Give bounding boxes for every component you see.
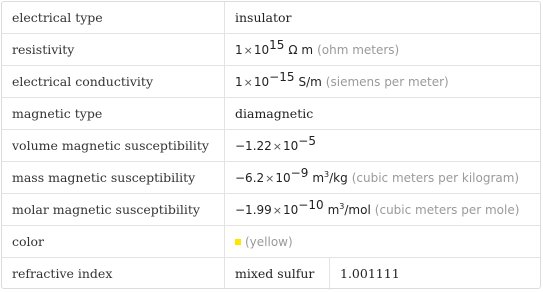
- row-value-number: 1.001111: [340, 266, 400, 281]
- row-value: [235, 162, 519, 193]
- times-sign: ×: [243, 44, 253, 57]
- table-row-electrical-type: [2, 2, 540, 34]
- times-sign: ×: [272, 140, 282, 153]
- unit-note: (siemens per meter): [325, 75, 449, 89]
- unit-exponent: 3: [339, 202, 345, 211]
- row-label: color: [12, 234, 45, 249]
- table-row-color: [2, 226, 540, 258]
- color-name: (yellow): [245, 235, 293, 249]
- mantissa: −1.99: [235, 203, 272, 217]
- unit: Ω m: [288, 43, 314, 57]
- exponent: −15: [269, 70, 295, 84]
- base: 10: [253, 43, 270, 57]
- row-label: resistivity: [12, 42, 75, 57]
- table-row-refractive-index: [2, 258, 540, 290]
- color-swatch: [235, 239, 241, 245]
- table-row-mass-magnetic-susceptibility: [2, 162, 540, 194]
- exponent: 15: [269, 38, 285, 52]
- times-sign: ×: [265, 172, 275, 185]
- row-label: magnetic type: [12, 106, 103, 121]
- row-label: refractive index: [12, 266, 113, 281]
- properties-table: [1, 1, 541, 289]
- exponent: −9: [290, 166, 309, 180]
- unit: S/m: [298, 75, 322, 89]
- row-value: [235, 66, 449, 97]
- base: 10: [275, 171, 291, 185]
- unit-suffix: /kg: [329, 171, 348, 185]
- table-row-molar-magnetic-susceptibility: [2, 194, 540, 226]
- times-sign: ×: [243, 76, 253, 89]
- row-value: [235, 194, 519, 225]
- mantissa: −1.22: [235, 139, 272, 153]
- exponent: −10: [298, 198, 324, 212]
- row-label: electrical conductivity: [12, 74, 154, 89]
- row-value: [235, 226, 293, 257]
- sub-column-divider: [329, 258, 330, 290]
- row-label: molar magnetic susceptibility: [12, 202, 200, 217]
- unit-note: (cubic meters per kilogram): [351, 171, 520, 185]
- mantissa: 1: [235, 75, 243, 89]
- unit-base: m: [312, 171, 325, 185]
- base: 10: [283, 203, 299, 217]
- row-value: insulator: [235, 10, 292, 25]
- unit-base: m: [327, 203, 340, 217]
- unit-note: (cubic meters per mole): [374, 203, 520, 217]
- base: 10: [283, 139, 299, 153]
- mantissa: 1: [235, 43, 243, 57]
- table-row-resistivity: [2, 34, 540, 66]
- row-value-condition: mixed sulfur: [235, 266, 315, 281]
- unit-exponent: 3: [324, 170, 330, 179]
- row-label: mass magnetic susceptibility: [12, 170, 196, 185]
- base: 10: [253, 75, 270, 89]
- row-label: electrical type: [12, 10, 103, 25]
- unit: [312, 171, 347, 185]
- mantissa: −6.2: [235, 171, 265, 185]
- times-sign: ×: [272, 204, 282, 217]
- row-label: volume magnetic susceptibility: [12, 138, 209, 153]
- table-row-electrical-conductivity: [2, 66, 540, 98]
- table-row-magnetic-type: [2, 98, 540, 130]
- row-value: [235, 130, 316, 161]
- row-value: [235, 34, 399, 65]
- unit-note: (ohm meters): [317, 43, 400, 57]
- unit: [328, 203, 371, 217]
- row-value: diamagnetic: [235, 106, 314, 121]
- table-row-volume-magnetic-susceptibility: [2, 130, 540, 162]
- exponent: −5: [298, 134, 316, 148]
- unit-suffix: /mol: [344, 203, 371, 217]
